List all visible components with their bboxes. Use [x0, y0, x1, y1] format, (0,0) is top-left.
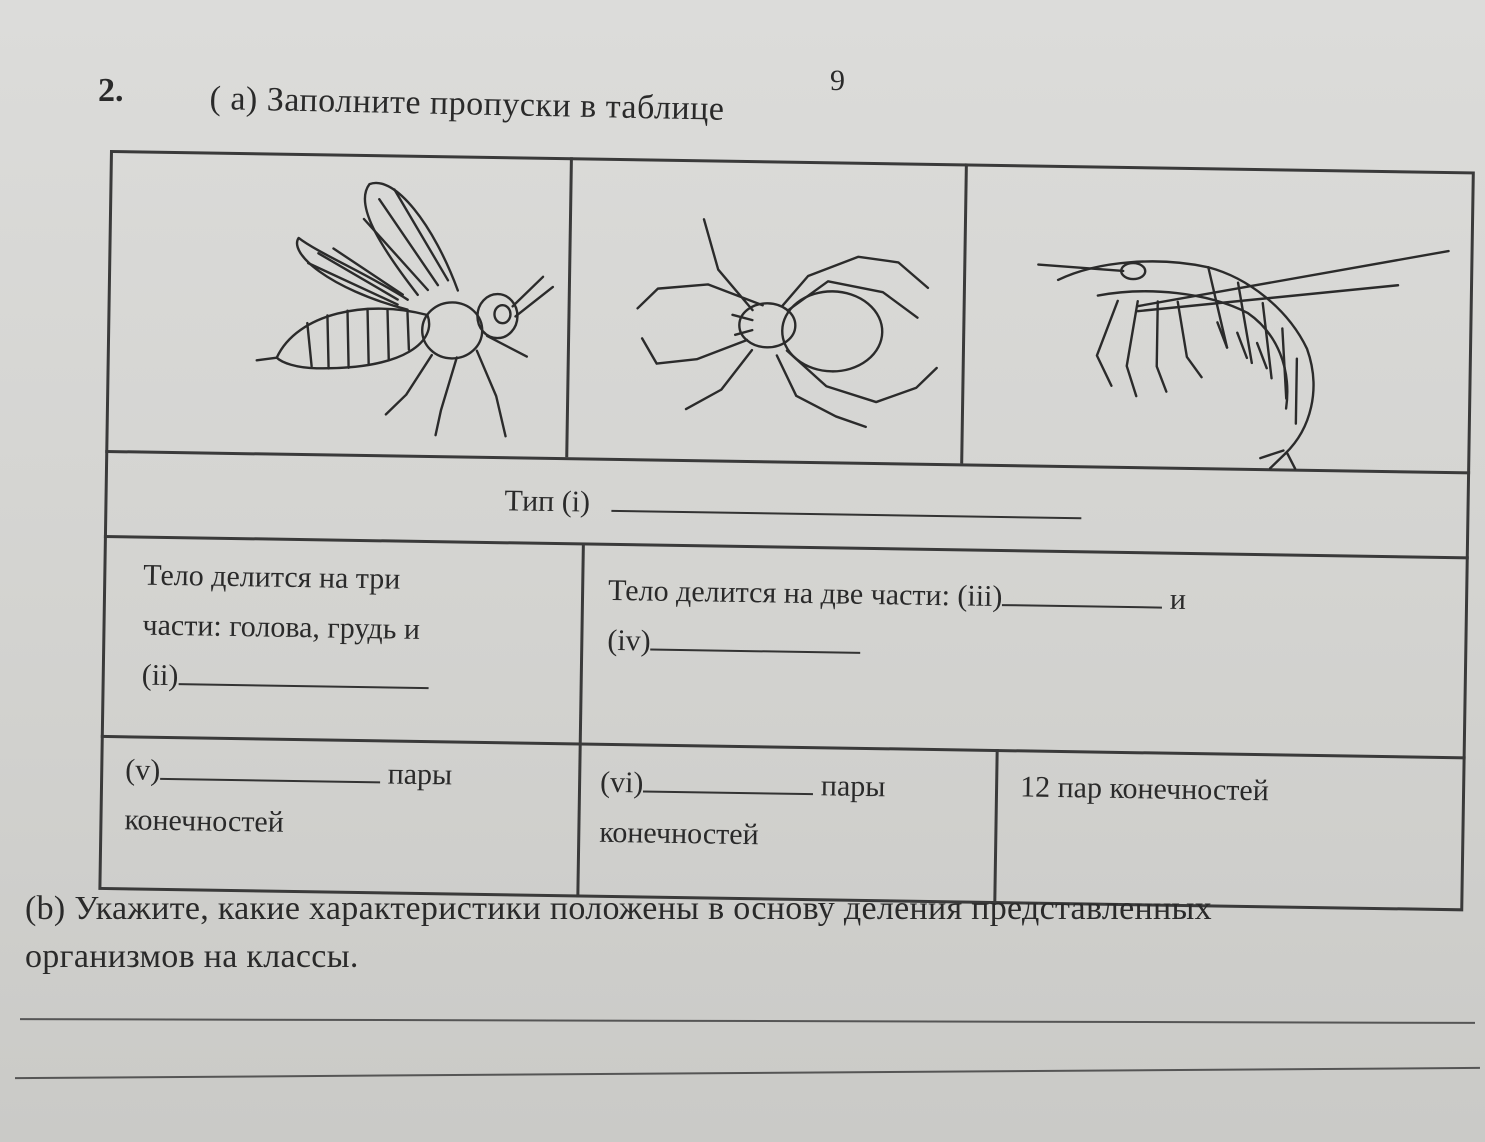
fill-in-table — [98, 150, 1474, 911]
insect-drawing — [256, 162, 560, 437]
answer-line-2[interactable] — [15, 1067, 1480, 1079]
insect-body-line2: части: голова, грудь и — [142, 608, 421, 646]
spider-drawing — [626, 198, 960, 433]
insect-limbs-pairs: пары — [387, 757, 453, 792]
page-number: 9 — [830, 64, 845, 97]
part-b-question — [25, 885, 1445, 981]
shrimp-drawing — [1035, 225, 1459, 472]
arachnid-limbs-word: конечностей — [599, 815, 759, 852]
part-a-instruction: ( a) Заполните пропуски в таблице — [209, 80, 725, 128]
insect-limbs-label-v: (v) — [125, 753, 161, 787]
crustacean-limbs-cell — [1020, 762, 1451, 819]
crustacean-limbs-text: 12 пар конечностей — [1019, 770, 1270, 808]
blank-v[interactable] — [160, 752, 380, 783]
arachnid-limbs-label-vi: (vi) — [599, 765, 644, 800]
blank-vi[interactable] — [643, 764, 813, 795]
answer-line-1[interactable] — [20, 1018, 1475, 1024]
type-label: Тип (i) — [504, 484, 591, 519]
insect-body-line1: Тело делится на три — [143, 558, 401, 596]
arachnid-body-label-iv: (iv) — [607, 623, 651, 658]
blank-ii[interactable] — [178, 657, 428, 689]
insect-body-cell — [141, 551, 563, 708]
blank-i[interactable] — [611, 484, 1081, 519]
arachnid-body-and: и — [1169, 582, 1187, 616]
insect-body-label-ii: (ii) — [141, 658, 179, 693]
insect-limbs-word: конечностей — [124, 803, 285, 839]
insect-limbs-cell — [124, 745, 566, 852]
blank-iii[interactable] — [1002, 578, 1162, 609]
type-row-cell — [504, 476, 1082, 535]
arachnid-body-line1: Тело делится на две части: (iii) — [607, 573, 1003, 614]
arachnid-body-cell — [607, 566, 1468, 679]
part-b-line2: организмов на классы. — [25, 938, 359, 975]
question-number: 2. — [98, 72, 124, 109]
arachnid-limbs-pairs: пары — [820, 769, 886, 804]
blank-iv[interactable] — [651, 623, 861, 654]
part-b-line1: (b) Укажите, какие характеристики положены в основу деления представленных — [25, 890, 1212, 927]
arachnid-limbs-cell — [599, 758, 991, 864]
